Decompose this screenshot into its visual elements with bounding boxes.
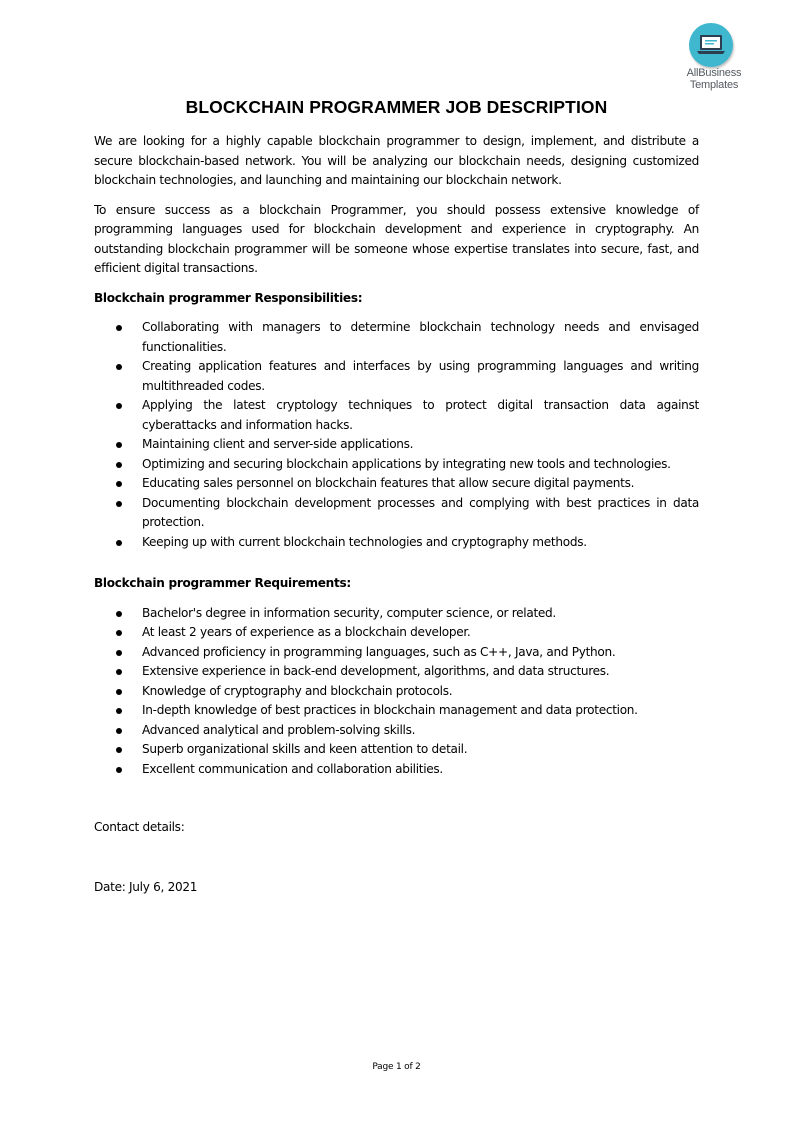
list-item	[94, 662, 699, 682]
list-item	[94, 604, 699, 624]
logo-wordmark	[676, 67, 752, 91]
responsibilities-list	[94, 318, 699, 552]
list-item	[94, 721, 699, 741]
list-item-text: Advanced proficiency in programming languages, such as C++, Java, and Python.	[142, 644, 616, 659]
responsibilities-heading: Blockchain programmer Responsibilities:	[94, 290, 363, 305]
intro-paragraph-1: We are looking for a highly capable blockchain programmer to design, implement, and distribute a secure blockchain-based network. You will be analyzing our blockchain needs, designing customized blockchain technologies, and launching and maintaining our blockchain network.	[94, 134, 699, 187]
list-item	[94, 494, 699, 533]
requirements-heading: Blockchain programmer Requirements:	[94, 576, 351, 590]
contact-details-label: Contact details:	[94, 820, 185, 834]
bullet-icon	[116, 403, 122, 409]
list-item-text: Educating sales personnel on blockchain features that allow secure digital payments.	[142, 476, 635, 490]
document-title: BLOCKCHAIN PROGRAMMER JOB DESCRIPTION	[185, 97, 608, 117]
list-item	[94, 682, 699, 702]
section-spacer	[94, 552, 699, 574]
spacer-before-date	[94, 838, 699, 878]
laptop-icon	[689, 23, 733, 67]
list-item-text: Applying the latest cryptology techniques to protect digital transaction data against cyberattacks and information hacks.	[142, 398, 699, 432]
bullet-icon	[116, 767, 122, 773]
list-item	[94, 740, 699, 760]
list-item-text: Creating application features and interfaces by using programming languages and writing multithreaded codes.	[142, 359, 699, 393]
list-item-text: Advanced analytical and problem-solving skills.	[142, 722, 416, 737]
list-item	[94, 760, 699, 780]
list-item-text: Excellent communication and collaboration abilities.	[142, 761, 443, 776]
bullet-icon	[116, 540, 122, 546]
page-number-footer: Page 1 of 2	[372, 1062, 421, 1072]
bullet-icon	[116, 462, 122, 468]
list-item-text: Keeping up with current blockchain technologies and cryptography methods.	[142, 534, 587, 549]
requirements-list	[94, 604, 699, 780]
list-item-text: Collaborating with managers to determine blockchain technology needs and envisaged functionalities.	[142, 320, 699, 354]
list-item-text: At least 2 years of experience as a blockchain developer.	[142, 625, 471, 639]
list-item-text: Bachelor's degree in information security, computer science, or related.	[142, 605, 556, 620]
bullet-icon	[116, 728, 122, 734]
list-item	[94, 623, 699, 643]
bullet-icon	[116, 650, 122, 656]
list-item-text: In-depth knowledge of best practices in blockchain management and data protection.	[142, 703, 638, 717]
bullet-icon	[116, 501, 122, 507]
list-item-text: Documenting blockchain development processes and complying with best practices in data protection.	[142, 495, 699, 529]
list-item	[94, 357, 699, 396]
list-item	[94, 643, 699, 663]
bullet-icon	[116, 481, 122, 487]
list-item-text: Extensive experience in back-end development, algorithms, and data structures.	[142, 664, 610, 678]
list-item	[94, 318, 699, 357]
bullet-icon	[116, 630, 122, 636]
list-item	[94, 435, 699, 455]
bullet-icon	[116, 325, 122, 331]
intro-paragraph-2: To ensure success as a blockchain Programmer, you should possess extensive knowledge of programming languages used for blockchain development and experience in cryptography. An outstanding blockchain programmer will be someone whose expertise translates into secure, fast, and efficient digital transactions.	[94, 202, 699, 275]
list-item	[94, 533, 699, 553]
bullet-icon	[116, 364, 122, 370]
bullet-icon	[116, 747, 122, 753]
date-line: Date: July 6, 2021	[94, 879, 198, 894]
logo-line-2: Templates	[689, 79, 739, 91]
bullet-icon	[116, 611, 122, 617]
list-item-text: Superb organizational skills and keen attention to detail.	[142, 742, 468, 756]
bullet-icon	[116, 442, 122, 448]
list-item	[94, 701, 699, 721]
logo-line-1: AllBusiness	[686, 67, 742, 79]
bullet-icon	[116, 689, 122, 695]
document-body	[94, 132, 699, 897]
spacer-before-contact	[94, 779, 699, 818]
bullet-icon	[116, 708, 122, 714]
list-item-text: Optimizing and securing blockchain applications by integrating new tools and technologies.	[142, 456, 671, 471]
bullet-icon	[116, 669, 122, 675]
list-item	[94, 474, 699, 494]
list-item-text: Knowledge of cryptography and blockchain protocols.	[142, 683, 453, 698]
list-item	[94, 455, 699, 475]
list-item-text: Maintaining client and server-side applications.	[142, 437, 414, 451]
list-item	[94, 396, 699, 435]
allbusiness-templates-logo	[676, 20, 752, 96]
